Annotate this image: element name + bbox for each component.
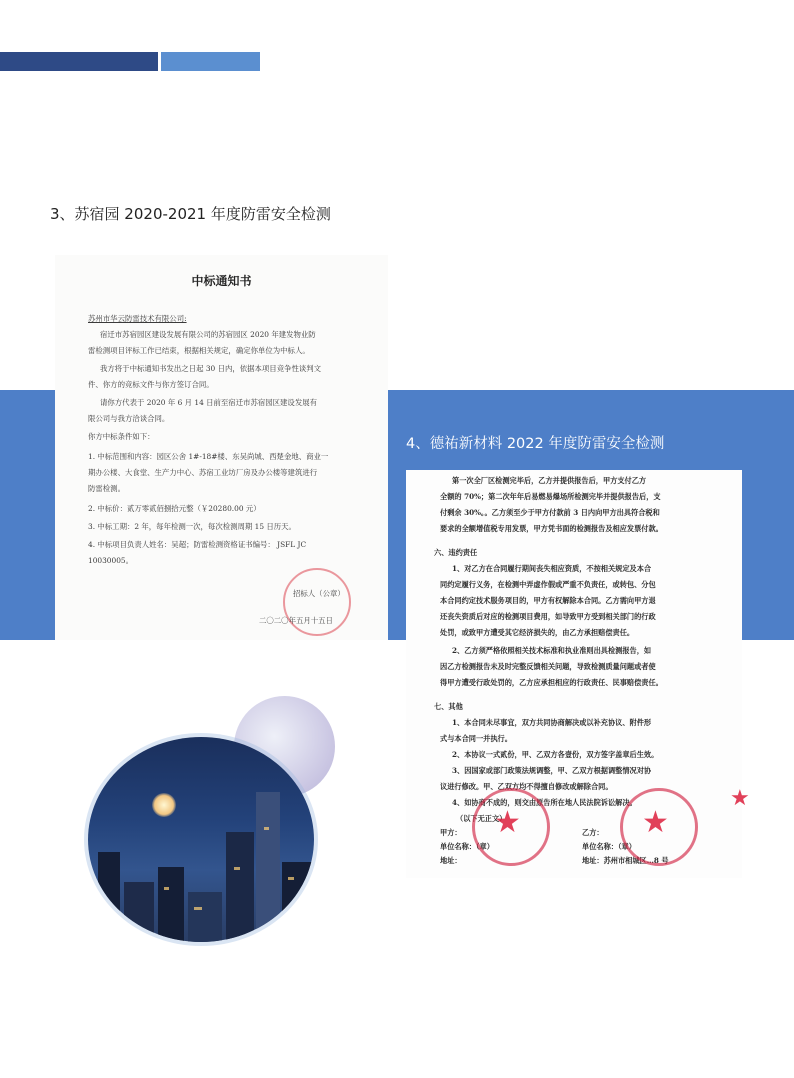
bid-award-notice-image <box>55 255 388 640</box>
seal-star-icon: ★ <box>494 805 521 840</box>
party-b-label: 乙方： <box>582 828 604 837</box>
doc-title: 中标通知书 <box>191 274 252 288</box>
doc-line: 2、本协议一式贰份，甲、乙双方各壹份，双方签字盖章后生效。 <box>452 750 659 759</box>
doc-line: 要求的全额增值税专用发票，甲方凭书面的检测报告及相应发票付款。 <box>440 524 663 533</box>
doc-line: 限公司与我方洽谈合同。 <box>88 414 170 423</box>
doc-line: 付剩余 30%。。乙方须至少于甲方付款前 3 日内向甲方出具符合税和 <box>440 508 660 517</box>
doc-line: 1、本合同未尽事宜，双方共同协商解决或以补充协议、附件形 <box>452 718 652 727</box>
doc-line: 2. 中标价：贰万零贰佰捌拾元整（￥20280.00 元） <box>88 504 261 513</box>
issuer-signature: 招标人（公章） <box>293 589 345 598</box>
doc-line: 宿迁市苏宿园区建设发展有限公司的苏宿园区 2020 年建发物业防 <box>100 330 316 339</box>
doc-line: 件、你方的竞标文件与你方签订合同。 <box>88 380 214 389</box>
moon-icon <box>152 793 176 817</box>
header-bar-light <box>161 52 260 71</box>
doc-line: 我方将于中标通知书发出之日起 30 日内，依据本项目竞争性谈判文 <box>100 364 322 373</box>
party-a-name: 单位名称：（章） <box>440 842 494 851</box>
doc-line: 式与本合同一并执行。 <box>440 734 512 743</box>
blue-band-left <box>0 390 55 640</box>
doc-line: 苏州市华云防雷技术有限公司: <box>88 314 187 323</box>
doc-section-heading: 六、违约责任 <box>434 548 478 557</box>
seal-star-icon: ★ <box>642 805 669 840</box>
doc-line: 10030005。 <box>88 556 134 565</box>
doc-line: 还丧失资质后对应的检测项目费用，如导致甲方受到相关部门的行政 <box>440 612 656 621</box>
issue-date: 二〇二〇年五月十五日 <box>259 616 333 625</box>
doc-line: 议进行修改。甲、乙双方均不得擅自修改或解除合同。 <box>440 782 613 791</box>
contract-page-image <box>406 470 742 878</box>
doc-line: 3. 中标工期：2 年，每年检测一次，每次检测周期 15 日历天。 <box>88 522 296 531</box>
doc-line: 雷检测项目评标工作已结束，根据相关规定，确定你单位为中标人。 <box>88 346 310 355</box>
doc-line: 处罚，或致甲方遭受其它经济损失的，由乙方承担赔偿责任。 <box>440 628 635 637</box>
doc-line: 全额的 70%；第二次年年后易燃易爆场所检测完毕并提供报告后，支 <box>440 492 661 501</box>
partial-seal-edge <box>730 770 750 830</box>
doc-line: 1. 中标范围和内容：园区公舍 1#-18#楼、东吴尚城、西楚金地、商业一 <box>88 452 329 461</box>
party-b-address: 地址：苏州市相城区…8 号 <box>582 856 669 865</box>
doc-line: 同约定履行义务，在检测中弄虚作假或严重不负责任，或转包、分包 <box>440 580 656 589</box>
doc-line: 本合同约定技术服务项目的，甲方有权解除本合同。乙方需向甲方退 <box>440 596 656 605</box>
city-night-photo <box>88 737 314 942</box>
doc-line: 得甲方遭受行政处罚的，乙方应承担相应的行政责任、民事赔偿责任。 <box>440 678 663 687</box>
doc-line: 3、因国家或部门政策法规调整，甲、乙双方根据调整情况对协 <box>452 766 652 775</box>
doc-line: 4、如协商不成的，则交由原告所在地人民法院诉讼解决。 <box>452 798 637 807</box>
doc-line: 1、对乙方在合同履行期间丧失相应资质，不按相关规定及本合 <box>452 564 652 573</box>
doc-line: 你方中标条件如下： <box>88 432 155 441</box>
header-bar-dark <box>0 52 158 71</box>
doc-line: 请你方代表于 2020 年 6 月 14 日前至宿迁市苏宿园区建设发展有 <box>100 398 317 407</box>
section-4-title: 4、德祐新材料 2022 年度防雷安全检测 <box>406 436 665 452</box>
doc-section-heading: 七、其他 <box>434 702 463 711</box>
doc-line: 因乙方检测报告未及时完整反馈相关问题，导致检测质量问题或者使 <box>440 662 656 671</box>
section-3-title: 3、苏宿园 2020-2021 年度防雷安全检测 <box>50 205 331 223</box>
seal-star-icon: ★ <box>730 786 750 811</box>
party-a-address: 地址： <box>440 856 462 865</box>
party-b-name: 单位名称：（章） <box>582 842 636 851</box>
doc-line: 期办公楼、大食堂、生产力中心、苏宿工业坊厂房及办公楼等建筑进行 <box>88 468 318 477</box>
party-a-label: 甲方： <box>440 828 462 837</box>
doc-line: 防雷检测。 <box>88 484 125 493</box>
doc-line: 4. 中标项目负责人姓名：吴超；防雷检测资格证书编号： JSFL JC <box>88 540 307 549</box>
doc-line: （以下无正文） <box>456 814 507 823</box>
doc-line: 2、乙方须严格依照相关技术标准和执业准则出具检测报告，如 <box>452 646 652 655</box>
doc-line: 第一次全厂区检测完毕后，乙方并提供报告后，甲方支付乙方 <box>452 476 647 485</box>
